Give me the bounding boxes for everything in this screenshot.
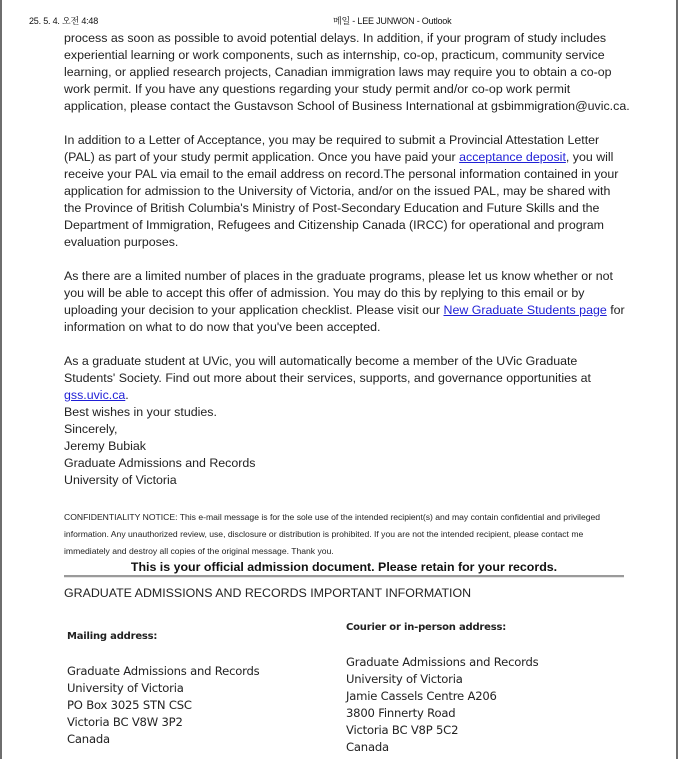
paragraph-gss [64,353,630,404]
courier-address-line: Canada [346,740,389,754]
courier-address-line: Victoria BC V8P 5C2 [346,723,459,737]
paragraph-pal [64,132,630,251]
paragraph-accept-text-1: As there are a limited number of places in the graduate programs, please let us know whether or not you will be able to accept this offer of admission. You may do this by replying to this email or by uploading your decision to your application checklist. Please visit our [64,269,613,317]
closing-sincerely: Sincerely, [64,422,118,436]
mailing-address-line: Graduate Admissions and Records [67,664,260,678]
courier-address-lines [346,654,539,756]
mailing-address-block [67,630,260,748]
signer-department: Graduate Admissions and Records [64,456,256,470]
acceptance-deposit-link[interactable]: acceptance deposit [459,150,566,164]
signer-institution: University of Victoria [64,473,177,487]
mailing-address-line: University of Victoria [67,681,184,695]
closing-best-wishes: Best wishes in your studies. [64,405,217,419]
print-window-title: 메일 - LEE JUNWON - Outlook [333,16,452,26]
important-info-title: GRADUATE ADMISSIONS AND RECORDS IMPORTANT INFORMATION [64,586,472,600]
courier-address-block [346,621,539,756]
courier-address-label: Courier or in-person address: [346,622,507,633]
official-document-notice: This is your official admission document. Please retain for your records. [130,560,558,574]
new-graduate-students-link[interactable]: New Graduate Students page [443,303,607,317]
print-header [2,14,678,26]
mailing-address-line: Canada [67,732,110,746]
paragraph-gss-text-2: . [125,388,129,402]
section-divider [64,575,624,578]
paragraph-gss-text-1: As a graduate student at UVic, you will automatically become a member of the UVic Graduate Students' Society. Find out more about their services, supports, and governance opportunities at [64,354,591,385]
mailing-address-line: Victoria BC V8W 3P2 [67,715,183,729]
courier-address-line: Jamie Cassels Centre A206 [346,689,497,703]
mailing-address-label: Mailing address: [67,631,158,642]
paragraph-pal-text-2: , you will receive your PAL via email to the email address on record.The personal information contained in your application for admission to the University of Victoria, and/or on the issued PAL, may be shared with the Province of British Columbia's Ministry of Post-Secondary Education and Future Skills and the Department of Immigration, Refugees and Citizenship Canada (IRCC) for operational and program evaluation purposes. [64,150,619,249]
courier-address-line: University of Victoria [346,672,463,686]
courier-address-line: Graduate Admissions and Records [346,655,539,669]
confidentiality-notice: CONFIDENTIALITY NOTICE: This e-mail message is for the sole use of the intended recipient(s) and may contain confidential and privileged information. Any unauthorized review, use, disclosure or distribution is prohibited. If you are not the intended recipient, please contact me immediately and destroy all copies of the original message. Thank you. [64,512,601,556]
courier-address-line: 3800 Finnerty Road [346,706,456,720]
gss-link[interactable]: gss.uvic.ca [64,388,126,402]
signature-block [64,404,630,489]
email-body [64,30,630,489]
mailing-address-lines [67,663,260,748]
print-date-time: 25. 5. 4. 오전 4:48 [29,16,99,26]
paragraph-study-permit: process as soon as possible to avoid potential delays. In addition, if your program of study includes experiential learning or work components, such as internship, co-op, practicum, community service learning, or applied research projects, Canadian immigration laws may require you to obtain a co-op work permit. If you have any questions regarding your study permit and/or co-op work permit application, please contact the Gustavson School of Business International at gsbimmigration@uvic.ca. [64,31,630,113]
paragraph-accept-offer [64,268,630,336]
paragraph-accept-text-2: for information on what to do now that you've been accepted. [64,303,625,334]
paragraph-pal-text-1: In addition to a Letter of Acceptance, you may be required to submit a Provincial Attestation Letter (PAL) as part of your study permit application. Once you have paid your [64,133,600,164]
signer-name: Jeremy Bubiak [64,439,146,453]
mailing-address-line: PO Box 3025 STN CSC [67,698,192,712]
